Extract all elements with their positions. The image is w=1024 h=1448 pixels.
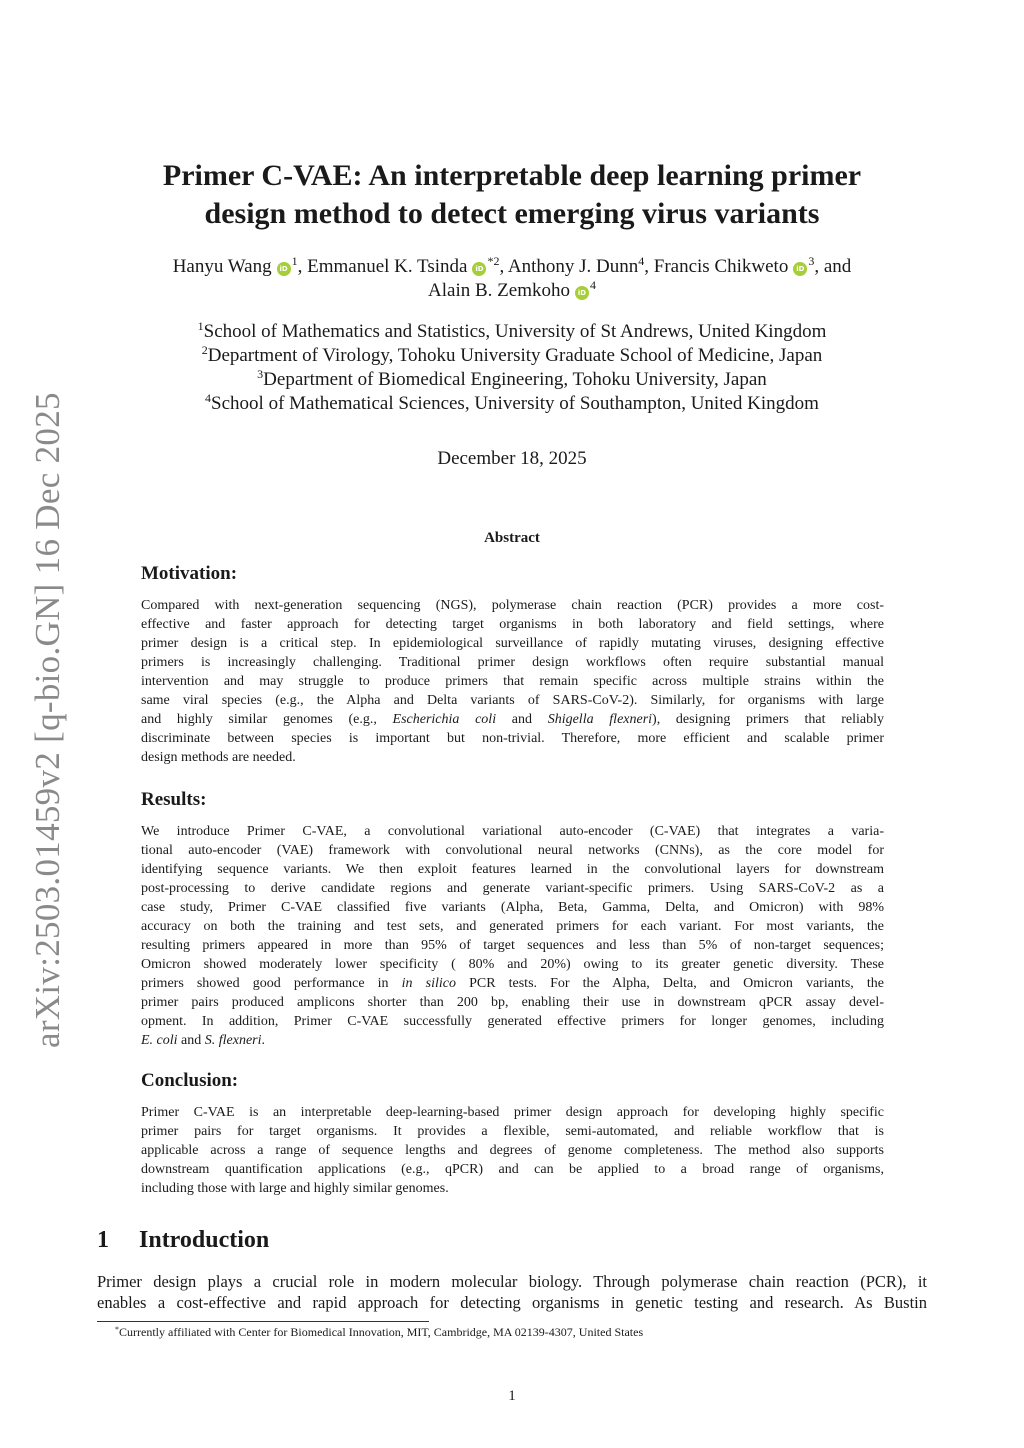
orcid-icon[interactable]: iD bbox=[277, 262, 291, 276]
affiliation-sup: 3 bbox=[257, 367, 264, 381]
author-sup: 4 bbox=[589, 278, 596, 292]
text-line: Primer C-VAE is an interpretable deep-learning-based primer design approach for developing highly specific bbox=[141, 1105, 884, 1120]
author-line-1: Hanyu Wang $iD^1$, Emmanuel K. Tsinda $iD^{*2}$, Anthony J. Dunn$^4$, Francis Chikweto $iD^3$, and bbox=[172, 254, 852, 277]
text-line: primer pairs for target organisms. It provides a flexible, semi-automated, and reliable workflow that is bbox=[141, 1124, 884, 1139]
text-run: and highly similar genomes (e.g., bbox=[141, 712, 393, 727]
section-heading-introduction bbox=[97, 1227, 269, 1254]
species-name: S. flexneri bbox=[204, 1033, 262, 1048]
text-line: applicable across a range of sequence lengths and degrees of genome completeness. The method also supports bbox=[141, 1143, 884, 1158]
results-paragraph bbox=[141, 822, 884, 1050]
text-line: We introduce Primer C-VAE, a convolutional variational auto-encoder (C-VAE) that integrates a varia- bbox=[141, 824, 884, 839]
text-run: ), designing primers that reliably bbox=[652, 712, 884, 727]
motivation-paragraph bbox=[141, 596, 884, 767]
text-line: Omicron showed moderately lower specificity ( 80% and 20%) owing to its greater genetic diversity. These bbox=[141, 957, 884, 972]
publication-date: December 18, 2025 bbox=[437, 448, 587, 469]
text-line: discriminate between species is important but non-trivial. Therefore, more efficient and scalable primer bbox=[141, 731, 884, 746]
conclusion-heading: Conclusion: bbox=[141, 1070, 239, 1091]
text-line: same viral species (e.g., the Alpha and Delta variants of SARS-CoV-2). Similarly, for organisms with large bbox=[141, 693, 884, 708]
text-line: intervention and may struggle to produce primers that remain specific across multiple strains within the bbox=[141, 674, 884, 689]
motivation-heading: Motivation: bbox=[141, 563, 238, 584]
text-line: downstream quantification applications (e.g., qPCR) and can be applied to a broad range of organisms, bbox=[141, 1162, 884, 1177]
title-line-1: Primer C-VAE: An interpretable deep learning primer bbox=[162, 159, 862, 192]
text-line bbox=[141, 1031, 884, 1050]
author-conjunction: , and bbox=[814, 256, 852, 277]
abstract-title: Abstract bbox=[484, 530, 540, 546]
author-sup: 1 bbox=[291, 254, 298, 268]
author-line-2 bbox=[80, 279, 944, 303]
conclusion-paragraph bbox=[141, 1103, 884, 1198]
text-line: accuracy on both the training and test sets, and generated primers for each variant. For most variants, the bbox=[141, 919, 884, 934]
affiliation-line bbox=[80, 320, 944, 344]
author-name: Hanyu Wang bbox=[172, 256, 272, 277]
affiliation-line bbox=[80, 392, 944, 416]
introduction-paragraph bbox=[97, 1271, 927, 1313]
affiliation-sup: 2 bbox=[201, 343, 208, 357]
section-title: Introduction bbox=[139, 1227, 270, 1253]
text-run: and bbox=[177, 1033, 205, 1048]
affiliation-line bbox=[80, 368, 944, 392]
author-sup: 4 bbox=[638, 254, 645, 268]
footnote bbox=[115, 1325, 643, 1340]
orcid-icon[interactable]: iD bbox=[793, 262, 807, 276]
text-line: design methods are needed. bbox=[141, 750, 296, 765]
results-heading: Results: bbox=[141, 789, 207, 810]
affiliation-text: Department of Biomedical Engineering, Tohoku University, Japan bbox=[263, 369, 767, 390]
text-line: primers is increasingly challenging. Traditional primer design workflows often require substantial manual bbox=[141, 655, 884, 670]
text-run: PCR tests. For the Alpha, Delta, and Omicron variants, the bbox=[455, 976, 884, 991]
author-sup: 3 bbox=[808, 254, 815, 268]
author-name: Anthony J. Dunn bbox=[507, 256, 639, 277]
affiliation-text: School of Mathematical Sciences, University of Southampton, United Kingdom bbox=[211, 393, 819, 414]
text-line bbox=[141, 710, 884, 729]
footnote-mark: * bbox=[115, 1325, 119, 1334]
text-line: tional auto-encoder (VAE) framework with convolutional neural networks (CNNs), as the core model for bbox=[141, 843, 884, 858]
author-sup: *2 bbox=[487, 254, 500, 268]
text-line: enables a cost-effective and rapid approach for detecting organisms in genetic testing and research. As Bustin bbox=[97, 1293, 927, 1312]
author-name: Alain B. Zemkoho bbox=[428, 280, 570, 301]
text-line bbox=[141, 974, 884, 993]
affiliation-text: Department of Virology, Tohoku University Graduate School of Medicine, Japan bbox=[207, 345, 823, 366]
text-line: resulting primers appeared in more than 95% of target sequences and less than 5% of non-target sequences; bbox=[141, 938, 884, 953]
affiliations bbox=[80, 320, 944, 416]
paper-title bbox=[90, 157, 934, 233]
emphasis: in silico bbox=[401, 976, 456, 991]
text-run: primers showed good performance in bbox=[141, 976, 402, 991]
text-line: including those with large and highly similar genomes. bbox=[141, 1181, 449, 1196]
species-name: Escherichia coli bbox=[392, 712, 497, 727]
author-name: Emmanuel K. Tsinda bbox=[307, 256, 468, 277]
author-list bbox=[80, 255, 944, 303]
affiliation-sup: 1 bbox=[197, 319, 204, 333]
text-line: opment. In addition, Primer C-VAE successfully generated effective primers for longer genomes, including bbox=[141, 1014, 884, 1029]
text-line: case study, Primer C-VAE classified five variants (Alpha, Beta, Gamma, Delta, and Omicron) with 98% bbox=[141, 900, 884, 915]
text-line: effective and faster approach for detecting target organisms in both laboratory and field settings, where bbox=[141, 617, 884, 632]
text-run: and bbox=[496, 712, 548, 727]
affiliation-text: School of Mathematics and Statistics, University of St Andrews, United Kingdom bbox=[203, 321, 827, 342]
author-name: Francis Chikweto bbox=[653, 256, 789, 277]
text-run: . bbox=[261, 1033, 266, 1048]
orcid-icon[interactable]: iD bbox=[472, 262, 486, 276]
page-number: 1 bbox=[508, 1388, 516, 1404]
text-line: primer design is a critical step. In epidemiological surveillance of rapidly mutating viruses, designing effective bbox=[141, 636, 884, 651]
species-name: E. coli bbox=[141, 1033, 178, 1048]
arxiv-sidebar-id: arXiv:2503.01459v2 [q-bio.GN] 16 Dec 2025 bbox=[28, 392, 67, 1048]
orcid-icon[interactable]: iD bbox=[575, 286, 589, 300]
species-name: Shigella flexneri bbox=[547, 712, 653, 727]
section-number: 1 bbox=[97, 1227, 109, 1253]
footnote-rule bbox=[97, 1321, 429, 1322]
footnote-text: Currently affiliated with Center for Biomedical Innovation, MIT, Cambridge, MA 02139-4307, United States bbox=[119, 1325, 644, 1339]
affiliation-sup: 4 bbox=[205, 391, 212, 405]
text-line: Compared with next-generation sequencing (NGS), polymerase chain reaction (PCR) provides a more cost- bbox=[141, 598, 884, 613]
text-line: Primer design plays a crucial role in modern molecular biology. Through polymerase chain reaction (PCR), it bbox=[97, 1272, 927, 1291]
text-line: post-processing to derive candidate regions and generate variant-specific primers. Using SARS-CoV-2 as a bbox=[141, 881, 884, 896]
text-line: primer pairs produced amplicons shorter than 200 bp, enabling their use in downstream qPCR assay devel- bbox=[141, 995, 884, 1010]
text-line: identifying sequence variants. We then exploit features learned in the convolutional layers for downstream bbox=[141, 862, 884, 877]
affiliation-line bbox=[80, 344, 944, 368]
title-line-2: design method to detect emerging virus variants bbox=[204, 197, 820, 230]
